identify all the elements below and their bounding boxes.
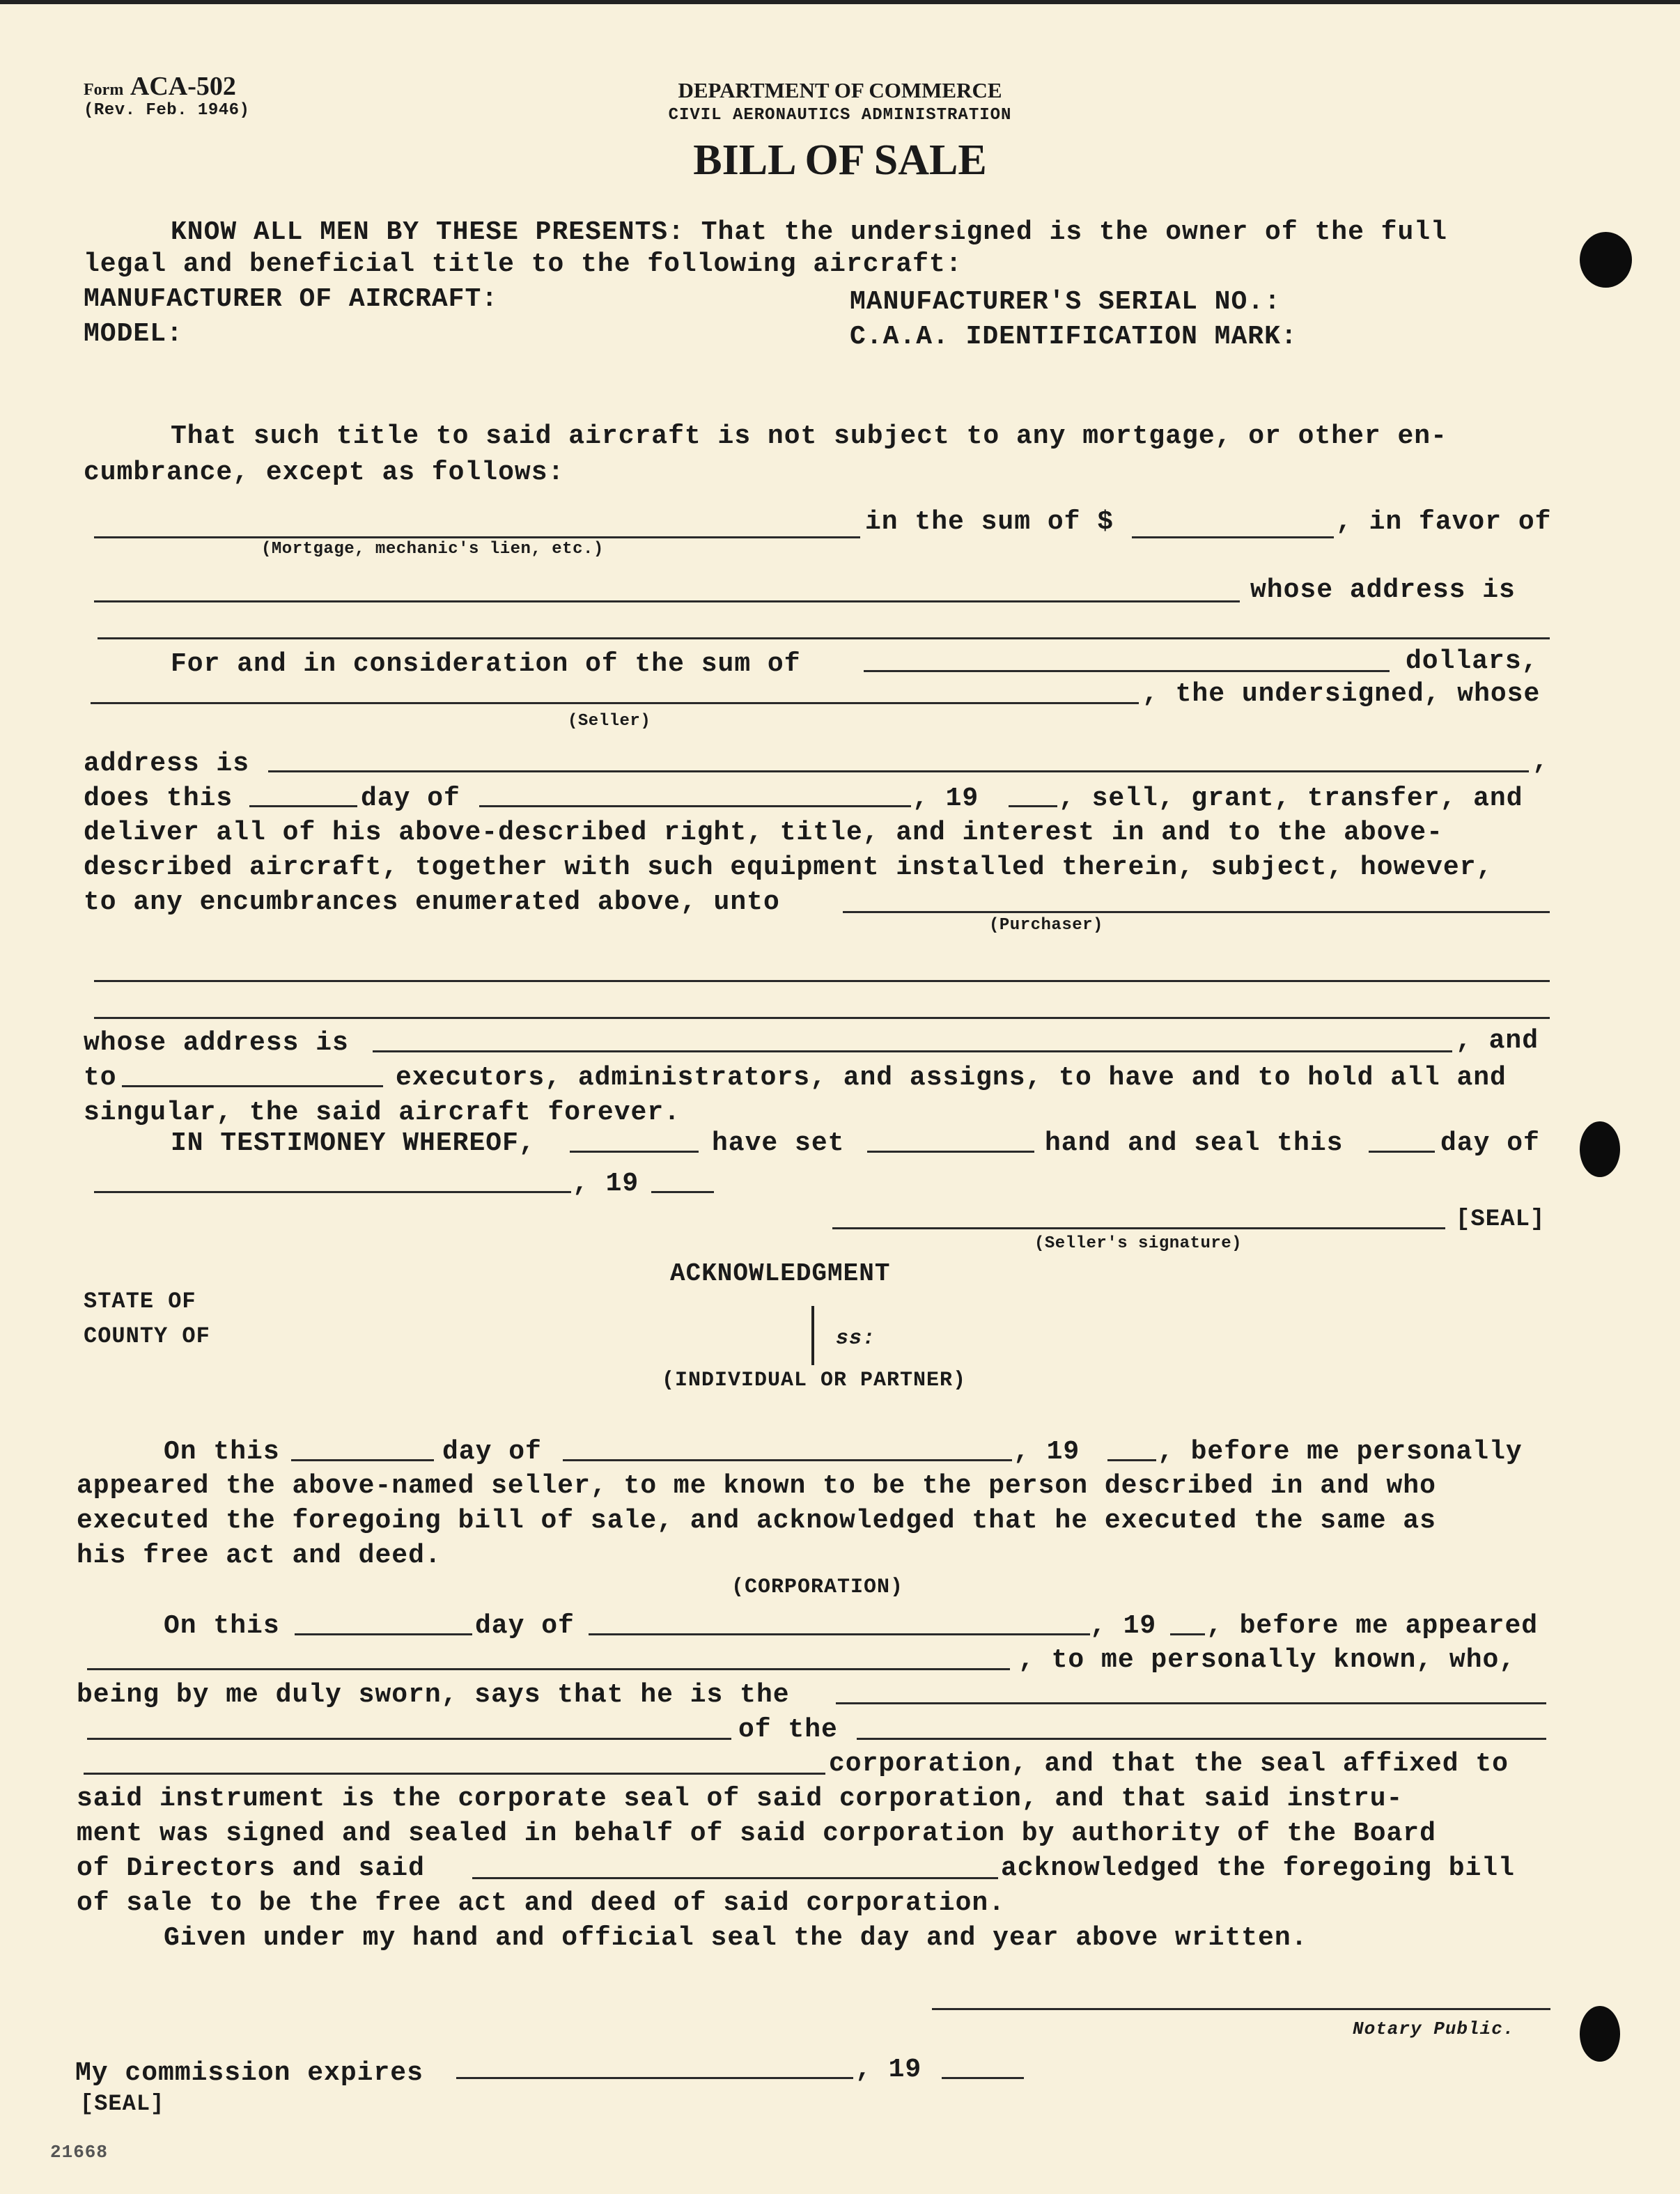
corp-name-cont-field[interactable] (84, 1773, 825, 1775)
purchaser-line-3-field[interactable] (94, 1017, 1550, 1019)
print-code: 21668 (50, 2142, 109, 2163)
described-text: described aircraft, together with such equipment installed therein, subject, however, (84, 853, 1493, 882)
ind-year-prefix: , 19 (1013, 1437, 1080, 1467)
seller-name-field[interactable] (91, 702, 1139, 704)
scan-top-edge (0, 0, 1680, 4)
does-this-label: does this (84, 784, 233, 814)
ss-label: ss: (836, 1327, 876, 1351)
seller-seal-label: [SEAL] (1456, 1206, 1546, 1233)
testimony-day-field[interactable] (1369, 1151, 1435, 1153)
brace-icon (811, 1306, 814, 1365)
corp-name-field[interactable] (857, 1738, 1546, 1740)
encumbrance-amount-field[interactable] (1132, 536, 1334, 538)
consideration-label: For and in consideration of the sum of (171, 649, 801, 679)
seller-address-label: address is (84, 749, 250, 779)
corp-before-text: , before me appeared (1206, 1611, 1539, 1641)
corp-officer-title-cont-field[interactable] (87, 1738, 731, 1740)
corp-day-of-label: day of (475, 1611, 575, 1641)
have-set-label: have set (712, 1128, 845, 1158)
singular-text: singular, the said aircraft forever. (84, 1098, 680, 1128)
form-number: ACA-502 (130, 72, 236, 101)
notary-public-caption: Notary Public. (1353, 2018, 1515, 2039)
commission-date-field[interactable] (456, 2077, 853, 2079)
commission-year-field[interactable] (942, 2077, 1024, 2079)
testimony-pronoun-field[interactable] (867, 1151, 1034, 1153)
serial-number-label: MANUFACTURER'S SERIAL NO.: (850, 287, 1281, 317)
testimony-year-field[interactable] (651, 1191, 714, 1193)
model-label: MODEL: (84, 319, 183, 349)
sale-day-field[interactable] (249, 805, 357, 807)
purchaser-name-field[interactable] (843, 911, 1550, 913)
dollars-label: dollars, (1406, 646, 1539, 676)
comma: , (1532, 747, 1549, 777)
acknowledgment-title: ACKNOWLEDGMENT (670, 1259, 891, 1288)
corp-officer-ack-field[interactable] (472, 1877, 998, 1879)
seller-signature-field[interactable] (832, 1227, 1445, 1229)
undersigned-label: , the undersigned, whose (1142, 679, 1541, 709)
caa-mark-label: C.A.A. IDENTIFICATION MARK: (850, 322, 1298, 352)
to-label: to (84, 1063, 117, 1093)
sale-year-prefix: , 19 (912, 784, 979, 814)
seller-caption: (Seller) (568, 712, 651, 731)
punch-hole-top (1580, 232, 1632, 288)
corp-corporation-text: corporation, and that the seal affixed to (829, 1749, 1509, 1779)
corp-month-field[interactable] (589, 1633, 1090, 1635)
given-under-text: Given under my hand and official seal the day and year above written. (164, 1923, 1308, 1953)
purchaser-caption: (Purchaser) (989, 916, 1103, 935)
ind-line-2: appeared the above-named seller, to me known to be the person described in and who (77, 1471, 1436, 1501)
intro-line-1: KNOW ALL MEN BY THESE PRESENTS: That the undersigned is the owner of the full (171, 217, 1447, 247)
sell-grant-text: , sell, grant, transfer, and (1059, 784, 1523, 814)
county-of-label: COUNTY OF (84, 1323, 210, 1349)
whose-address-label: whose address is (1250, 575, 1516, 605)
corp-of-the-label: of the (738, 1715, 838, 1745)
encumbrance-type-field[interactable] (94, 536, 860, 538)
corp-acknowledged-text: acknowledged the foregoing bill (1001, 1853, 1515, 1883)
punch-hole-bottom (1580, 2006, 1620, 2062)
testimony-label: IN TESTIMONEY WHEREOF, (171, 1128, 536, 1158)
form-revision: (Rev. Feb. 1946) (84, 101, 250, 120)
seller-signature-caption: (Seller's signature) (1034, 1234, 1243, 1253)
corp-on-this-label: On this (164, 1611, 280, 1641)
and-label: , and (1456, 1026, 1539, 1056)
seller-address-field[interactable] (268, 770, 1529, 772)
sum-of-label: in the sum of $ (865, 507, 1114, 537)
commission-year-prefix: , 19 (855, 2055, 922, 2085)
ind-before-text: , before me personally (1158, 1437, 1523, 1467)
ind-line-4: his free act and deed. (77, 1541, 442, 1571)
testimony-month-field[interactable] (94, 1191, 571, 1193)
corp-line-a: said instrument is the corporate seal of said corporation, and that said instru- (77, 1784, 1403, 1814)
testimony-party-field[interactable] (570, 1151, 699, 1153)
hand-seal-label: hand and seal this (1045, 1128, 1344, 1158)
heirs-field[interactable] (122, 1085, 383, 1087)
notary-seal-label: [SEAL] (80, 2091, 165, 2117)
testimony-year-prefix: , 19 (573, 1169, 639, 1199)
sale-day-of-label: day of (361, 784, 460, 814)
testimony-day-of-label: day of (1440, 1128, 1540, 1158)
encumbrances-text: to any encumbrances enumerated above, unto (84, 887, 780, 917)
commission-expires-label: My commission expires (75, 2058, 423, 2088)
page-title: BILL OF SALE (693, 137, 987, 184)
sale-month-field[interactable] (479, 805, 911, 807)
administration-name: CIVIL AERONAUTICS ADMINISTRATION (668, 106, 1012, 125)
ind-year-field[interactable] (1107, 1459, 1156, 1461)
lienholder-address-field[interactable] (98, 637, 1550, 639)
purchaser-line-2-field[interactable] (94, 980, 1550, 982)
punch-hole-middle (1580, 1121, 1620, 1177)
corp-year-field[interactable] (1170, 1633, 1205, 1635)
corp-officer-name-field[interactable] (87, 1668, 1010, 1670)
corp-sworn-text: being by me duly sworn, says that he is the (77, 1680, 790, 1710)
corp-day-field[interactable] (295, 1633, 472, 1635)
encumbrance-line-2: cumbrance, except as follows: (84, 458, 565, 488)
corp-line-c: of sale to be the free act and deed of said corporation. (77, 1888, 1006, 1918)
purchaser-address-label: whose address is (84, 1028, 349, 1058)
intro-line-2: legal and beneficial title to the following aircraft: (84, 249, 963, 279)
individual-caption: (INDIVIDUAL OR PARTNER) (662, 1369, 967, 1392)
executors-text: executors, administrators, and assigns, to have and to hold all and (396, 1063, 1507, 1093)
corp-line-b: ment was signed and sealed in behalf of said corporation by authority of the Board (77, 1819, 1436, 1849)
ind-on-this-label: On this (164, 1437, 280, 1467)
purchaser-address-field[interactable] (373, 1050, 1452, 1052)
ind-day-field[interactable] (291, 1459, 434, 1461)
corp-year-prefix: , 19 (1090, 1611, 1157, 1641)
ind-line-3: executed the foregoing bill of sale, and acknowledged that he executed the same as (77, 1506, 1436, 1536)
ind-day-of-label: day of (442, 1437, 542, 1467)
state-of-label: STATE OF (84, 1289, 196, 1314)
lienholder-field[interactable] (94, 600, 1240, 602)
in-favor-of-label: , in favor of (1336, 507, 1552, 537)
corp-directors-text: of Directors and said (77, 1853, 425, 1883)
corporation-caption: (CORPORATION) (731, 1576, 904, 1599)
notary-signature-field[interactable] (932, 2008, 1550, 2010)
consideration-amount-field[interactable] (864, 670, 1390, 672)
ind-month-field[interactable] (563, 1459, 1012, 1461)
encumbrance-line-1: That such title to said aircraft is not subject to any mortgage, or other en- (171, 421, 1447, 451)
sale-year-field[interactable] (1009, 805, 1057, 807)
form-prefix: Form (84, 81, 124, 99)
department-name: DEPARTMENT OF COMMERCE (678, 78, 1002, 102)
corp-known-text: , to me personally known, who, (1018, 1645, 1516, 1675)
encumbrance-type-caption: (Mortgage, mechanic's lien, etc.) (261, 540, 604, 559)
deliver-text: deliver all of his above-described right, title, and interest in and to the above- (84, 818, 1443, 848)
corp-officer-title-field[interactable] (836, 1702, 1546, 1704)
manufacturer-label: MANUFACTURER OF AIRCRAFT: (84, 284, 499, 314)
